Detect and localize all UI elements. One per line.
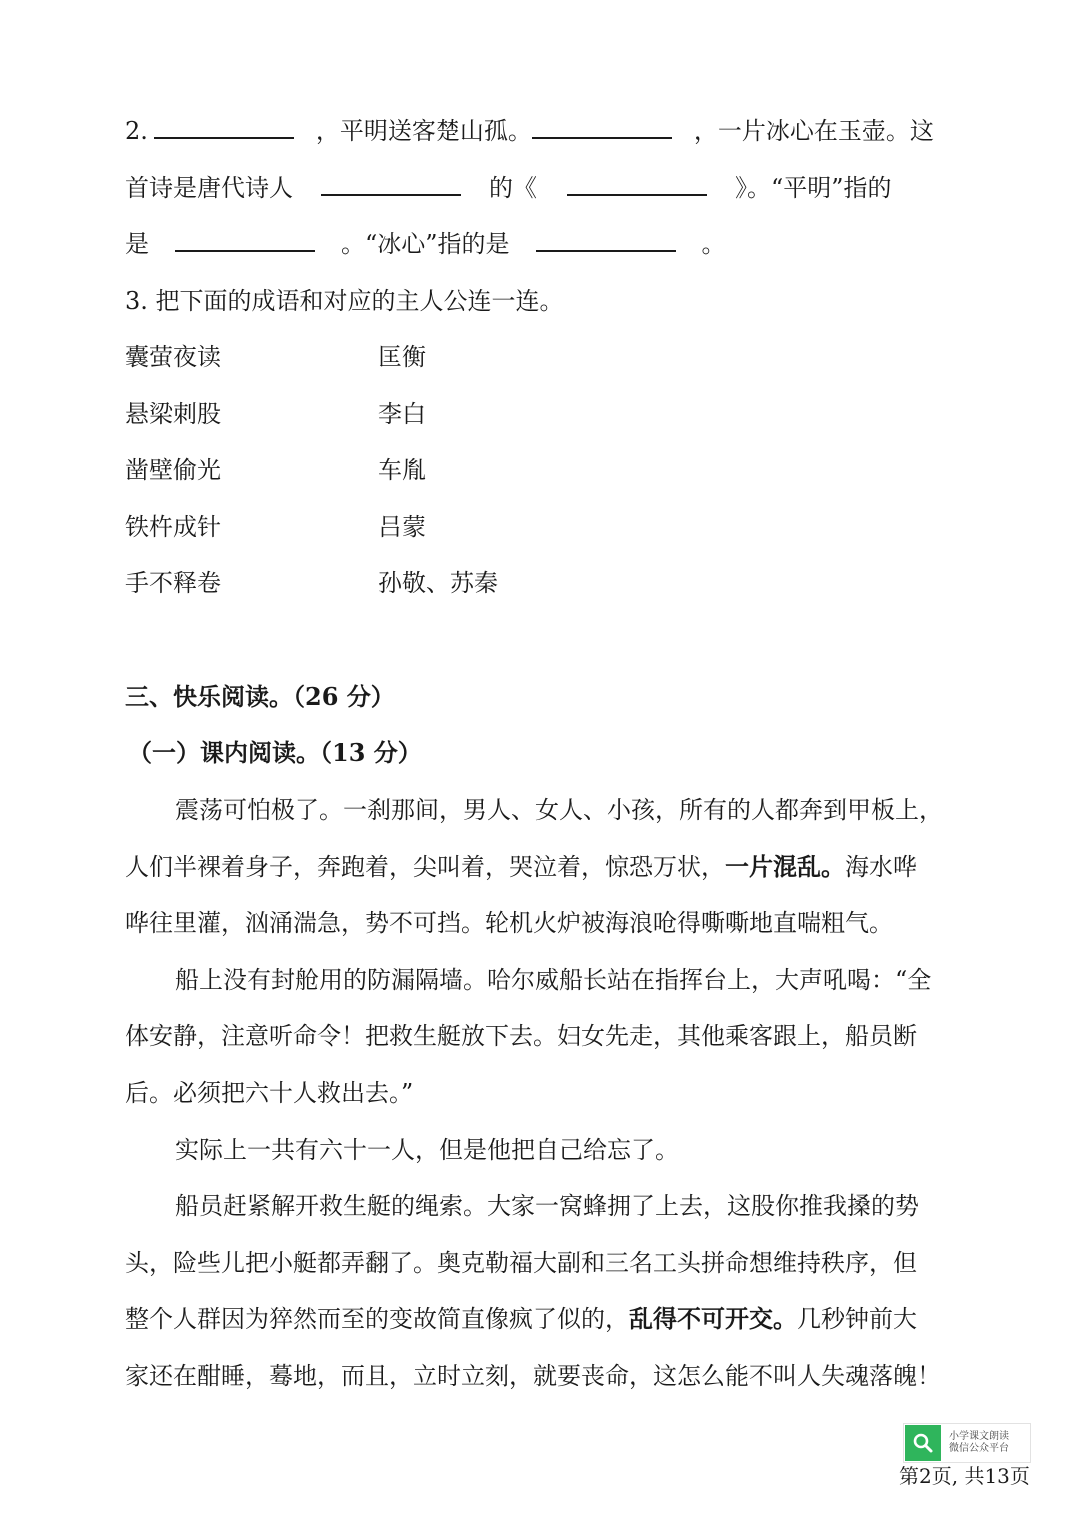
passage-bold-text: 乱得不可开交。 (629, 1304, 797, 1333)
passage-line: 实际上一共有六十一人，但是他把自己给忘了。 (175, 1136, 679, 1164)
search-icon (905, 1425, 941, 1461)
q2-text: 》。“平明”指的 (735, 174, 892, 202)
person-item[interactable]: 车胤 (378, 456, 426, 484)
passage-bold-text: 一片混乱。 (725, 852, 845, 881)
passage-line (125, 1302, 955, 1336)
passage-line: 船员赶紧解开救生艇的绳索。大家一窝蜂拥了上去，这股你推我搡的势 (175, 1192, 919, 1220)
passage-text: 几秒钟前大 (797, 1305, 917, 1333)
q2-text: 是 (125, 230, 149, 258)
idiom-item[interactable]: 凿壁偷光 (125, 456, 221, 484)
section-heading: 三、快乐阅读。（26 分） (125, 682, 395, 711)
q3-prompt: 3. 把下面的成语和对应的主人公连一连。 (125, 287, 564, 315)
q2-text: ，一片冰心在玉壶。这 (693, 117, 934, 145)
page-number: 第2页, 共13页 (899, 1464, 1030, 1488)
answer-blank[interactable] (154, 115, 294, 139)
answer-blank[interactable] (532, 115, 672, 139)
passage-line: 船上没有封舱用的防漏隔墙。哈尔威船长站在指挥台上，大声吼喝：“全 (175, 966, 932, 994)
q2-text: 的《 (489, 174, 537, 202)
answer-blank[interactable] (175, 228, 315, 252)
q2-number: 2. (125, 117, 148, 145)
q2-line-2 (125, 171, 955, 205)
q2-text: 。 (701, 230, 726, 258)
idiom-item[interactable]: 铁杵成针 (125, 513, 221, 541)
watermark-line: 微信公众平台 (949, 1443, 1009, 1454)
person-item[interactable]: 孙敬、苏秦 (378, 569, 498, 597)
passage-line: 头，险些儿把小艇都弄翻了。奥克勒福大副和三名工头拼命想维持秩序，但 (125, 1249, 917, 1277)
passage-line (125, 850, 955, 884)
answer-blank[interactable] (536, 228, 676, 252)
person-item[interactable]: 匡衡 (378, 343, 426, 371)
passage-line: 震荡可怕极了。一刹那间，男人、女人、小孩，所有的人都奔到甲板上， (175, 796, 943, 824)
watermark-line: 小学课文朗读 (949, 1431, 1009, 1442)
passage-text: 整个人群因为猝然而至的变故简直像疯了似的， (125, 1305, 629, 1333)
passage-text: 海水哗 (845, 853, 917, 881)
answer-blank[interactable] (321, 172, 461, 196)
passage-line: 后。必须把六十人救出去。” (125, 1079, 414, 1107)
q2-text: 。“冰心”指的是 (341, 230, 510, 258)
passage-text: 人们半裸着身子，奔跑着，尖叫着，哭泣着，惊恐万状， (125, 853, 725, 881)
q2-text: 首诗是唐代诗人 (125, 174, 293, 202)
watermark-text (949, 1431, 1009, 1455)
q2-line-1 (125, 114, 955, 148)
answer-blank[interactable] (567, 172, 707, 196)
wechat-watermark (903, 1423, 1031, 1463)
q2-line-3 (125, 227, 955, 261)
section-subheading: （一）课内阅读。（13 分） (128, 738, 422, 767)
person-item[interactable]: 吕蒙 (378, 513, 426, 541)
person-item[interactable]: 李白 (378, 400, 426, 428)
idiom-item[interactable]: 囊萤夜读 (125, 343, 221, 371)
passage-line: 家还在酣睡，蓦地，而且，立时立刻，就要丧命，这怎么能不叫人失魂落魄！ (125, 1362, 941, 1390)
passage-line: 哗往里灌，汹涌湍急，势不可挡。轮机火炉被海浪呛得嘶嘶地直喘粗气。 (125, 909, 893, 937)
idiom-item[interactable]: 悬梁刺股 (125, 400, 221, 428)
q2-text: ，平明送客楚山孤。 (315, 117, 532, 145)
idiom-item[interactable]: 手不释卷 (125, 569, 221, 597)
passage-line: 体安静，注意听命令！把救生艇放下去。妇女先走，其他乘客跟上，船员断 (125, 1022, 917, 1050)
